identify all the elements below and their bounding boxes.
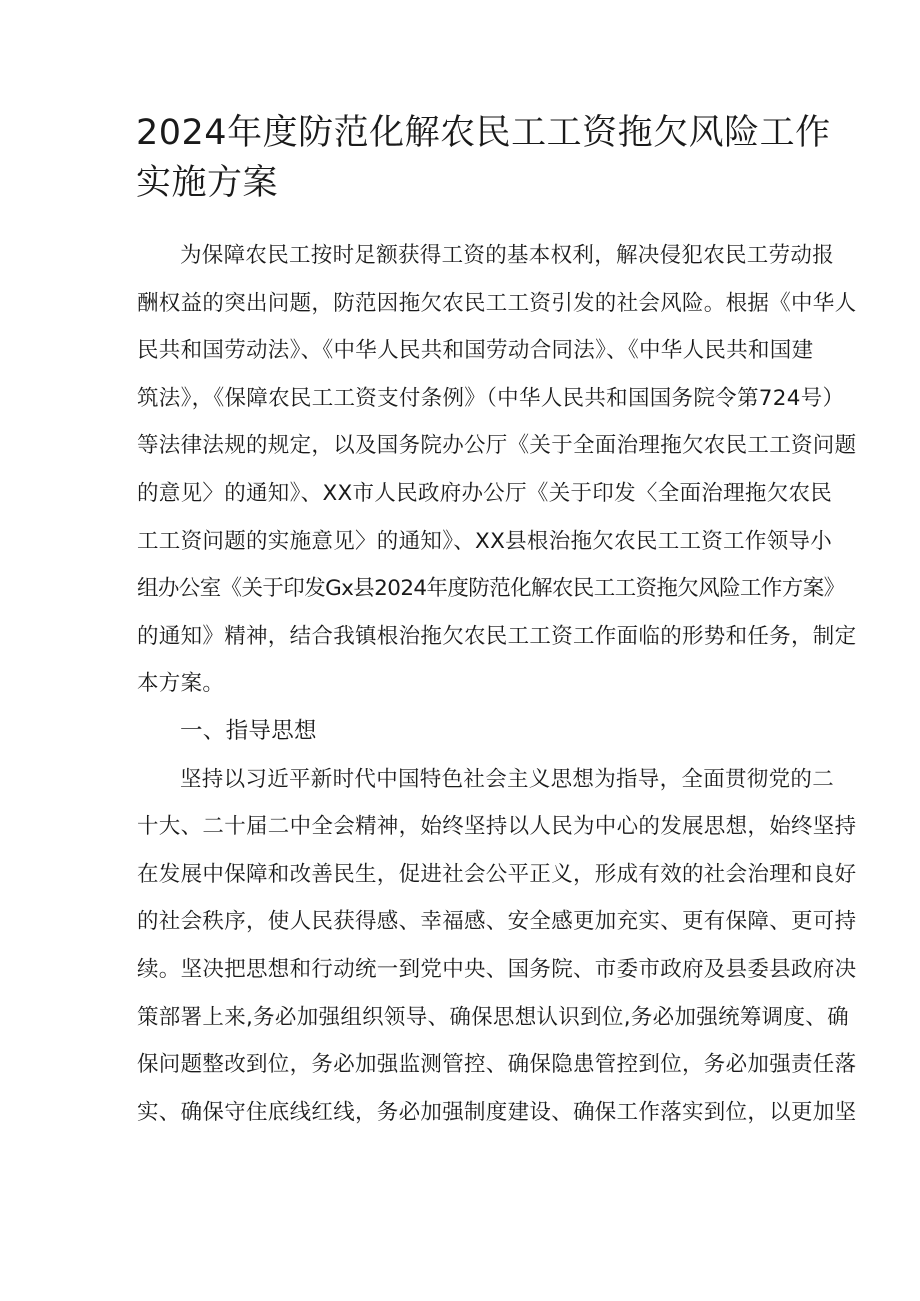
text-line: 工工资问题的实施意见〉的通知》、XX县根治拖欠农民工工资工作领导小 xyxy=(137,528,833,554)
text-line: 酬权益的突出问题，防范因拖欠农民工工资引发的社会风险。根据《中华人 xyxy=(137,290,857,316)
text-line: 保问题整改到位，务必加强监测管控、确保隐患管控到位，务必加强责任落 xyxy=(137,1052,857,1078)
text-line: 十大、二十届二中全会精神，始终坚持以人民为中心的发展思想，始终坚持 xyxy=(137,814,857,840)
text-line: 坚持以习近平新时代中国特色社会主义思想为指导，全面贯彻党的二 xyxy=(180,766,835,792)
text-line: 的意见〉的通知》、XX市人民政府办公厅《关于印发〈全面治理拖欠农民 xyxy=(137,480,833,506)
title-line: 2024年度防范化解农民工工资拖欠风险工作 xyxy=(136,113,831,153)
text-line: 民共和国劳动法》、《中华人民共和国劳动合同法》、《中华人民共和国建 xyxy=(137,338,814,364)
text-line: 等法律法规的规定，以及国务院办公厅《关于全面治理拖欠农民工工资问题 xyxy=(137,433,857,459)
text-line: 在发展中保障和改善民生，促进社会公平正义，形成有效的社会治理和良好 xyxy=(137,861,857,887)
text-line: 本方案。 xyxy=(137,671,225,697)
paragraph-intro xyxy=(137,232,857,708)
section-heading-guiding-ideology: 一、指导思想 xyxy=(180,717,317,744)
text-line: 为保障农民工按时足额获得工资的基本权利，解决侵犯农民工劳动报 xyxy=(180,243,835,268)
title-line: 实施方案 xyxy=(136,163,279,203)
text-line: 的通知》精神，结合我镇根治拖欠农民工工资工作面临的形势和任务，制定 xyxy=(137,623,857,649)
text-line: 组办公室《关于印发Gx县2024年度防范化解农民工工资拖欠风险工作方案》 xyxy=(137,576,845,602)
text-line: 实、确保守住底线红线，务必加强制度建设、确保工作落实到位，以更加坚 xyxy=(137,1099,857,1125)
document-body xyxy=(137,232,857,1136)
text-line: 策部署上来,务必加强组织领导、确保思想认识到位,务必加强统筹调度、确 xyxy=(137,1004,849,1030)
text-line: 筑法》，《保障农民工工资支付条例》（中华人民共和国国务院令第724号） xyxy=(137,385,845,411)
document-title xyxy=(136,108,831,208)
text-line: 续。坚决把思想和行动统一到党中央、国务院、市委市政府及县委县政府决 xyxy=(137,956,857,982)
text-line: 的社会秩序，使人民获得感、幸福感、安全感更加充实、更有保障、更可持 xyxy=(137,909,857,935)
paragraph-guiding-ideology xyxy=(137,756,857,1137)
